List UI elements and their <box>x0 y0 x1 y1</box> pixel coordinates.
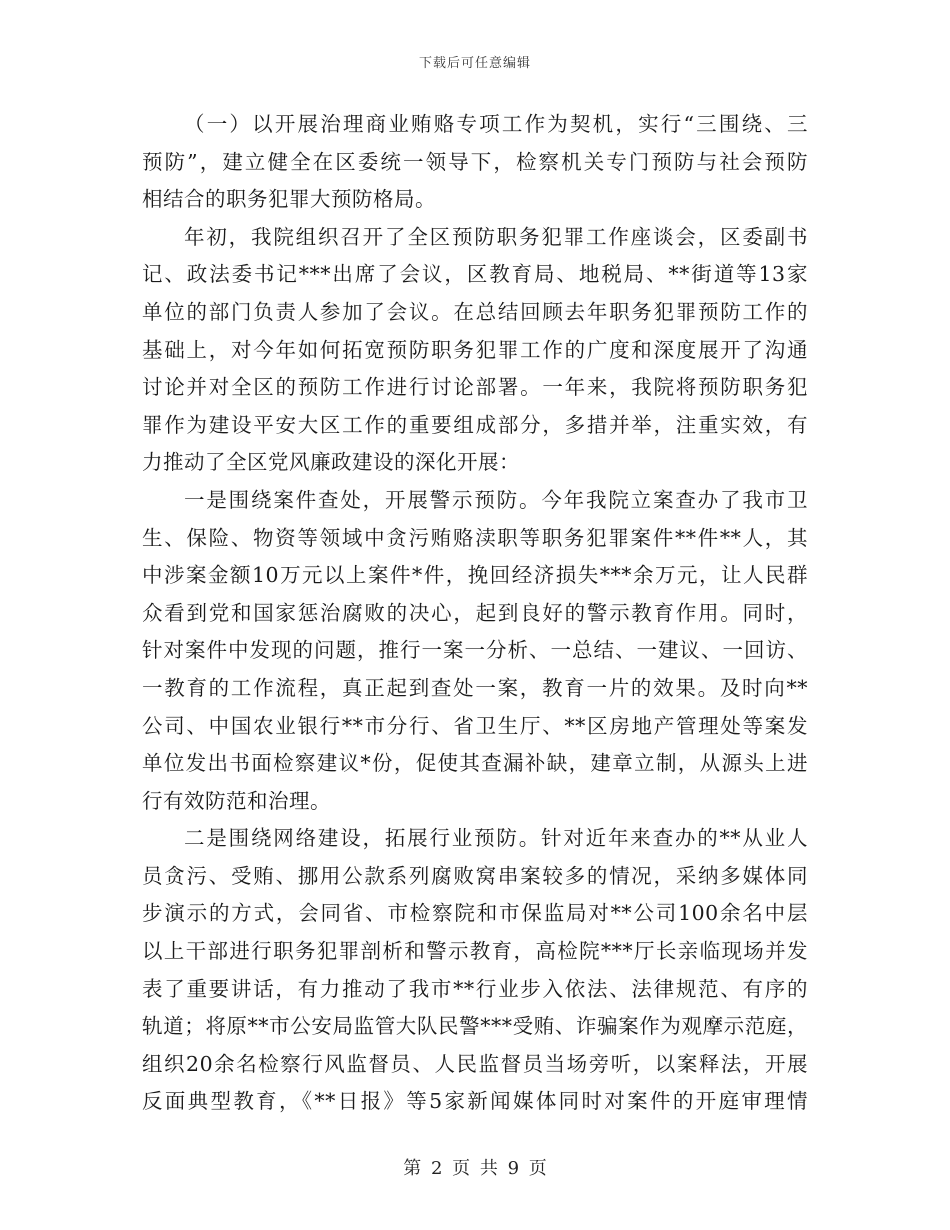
paragraph-line: 单位发出书面检察建议*份，促使其查漏补缺，建章立制，从源头上进 <box>142 751 808 776</box>
paragraph-line: 相结合的职务犯罪大预防格局。 <box>142 187 436 212</box>
page-header: 下载后可任意编辑 <box>418 56 531 71</box>
paragraph-line: 行有效防范和治理。 <box>142 788 331 813</box>
paragraph-line: 众看到党和国家惩治腐败的决心，起到良好的警示教育作用。同时， <box>142 600 808 625</box>
paragraph-line: 反面典型教育，《**日报》等5家新闻媒体同时对案件的开庭审理情 <box>142 1089 808 1114</box>
paragraph-line: 以上干部进行职务犯罪剖析和警示教育，高检院***厅长亲临现场并发 <box>142 939 808 964</box>
paragraph-line: 力推动了全区党风廉政建设的深化开展： <box>142 450 520 475</box>
paragraph-line: 公司、中国农业银行**市分行、省卫生厅、**区房地产管理处等案发 <box>142 713 808 738</box>
paragraph-line: 步演示的方式，会同省、市检察院和市保监局对**公司100余名中层 <box>142 901 808 926</box>
paragraph-line: 记、政法委书记***出席了会议，区教育局、地税局、**街道等13家 <box>142 262 808 287</box>
paragraph-line: 中涉案金额10万元以上案件*件，挽回经济损失***余万元，让人民群 <box>142 563 808 588</box>
paragraph-line: 针对案件中发现的问题，推行一案一分析、一总结、一建议、一回访、 <box>142 638 808 663</box>
paragraph-line: 基础上，对今年如何拓宽预防职务犯罪工作的广度和深度展开了沟通 <box>142 337 808 362</box>
paragraph-line: 轨道；将原**市公安局监管大队民警***受贿、诈骗案作为观摩示范庭， <box>142 1014 808 1039</box>
paragraph-line: 员贪污、受贿、挪用公款系列腐败窝串案较多的情况，采纳多媒体同 <box>142 863 808 888</box>
paragraph-line: 罪作为建设平安大区工作的重要组成部分，多措并举，注重实效，有 <box>142 412 808 437</box>
paragraph-line: 一教育的工作流程，真正起到查处一案，教育一片的效果。及时向** <box>142 675 808 700</box>
paragraph-line: 组织20余名检察行风监督员、人民监督员当场旁听，以案释法，开展 <box>142 1051 808 1076</box>
paragraph-line: 年初，我院组织召开了全区预防职务犯罪工作座谈会，区委副书 <box>184 224 808 249</box>
paragraph-line: 一是围绕案件查处，开展警示预防。今年我院立案查办了我市卫 <box>184 487 808 512</box>
paragraph-line: 预防”，建立健全在区委统一领导下，检察机关专门预防与社会预防 <box>142 149 808 174</box>
paragraph-line: 单位的部门负责人参加了会议。在总结回顾去年职务犯罪预防工作的 <box>142 299 808 324</box>
paragraph-line: 二是围绕网络建设，拓展行业预防。针对近年来查办的**从业人 <box>184 826 808 851</box>
paragraph-line: （一）以开展治理商业贿赂专项工作为契机，实行“三围绕、三 <box>184 112 808 136</box>
paragraph-line: 表了重要讲话，有力推动了我市**行业步入依法、法律规范、有序的 <box>142 976 808 1001</box>
page-number: 第 2 页 共 9 页 <box>403 1158 547 1179</box>
paragraph-line: 讨论并对全区的预防工作进行讨论部署。一年来，我院将预防职务犯 <box>142 375 808 400</box>
paragraph-line: 生、保险、物资等领域中贪污贿赂渎职等职务犯罪案件**件**人，其 <box>142 525 808 550</box>
document-body <box>142 106 808 1121</box>
